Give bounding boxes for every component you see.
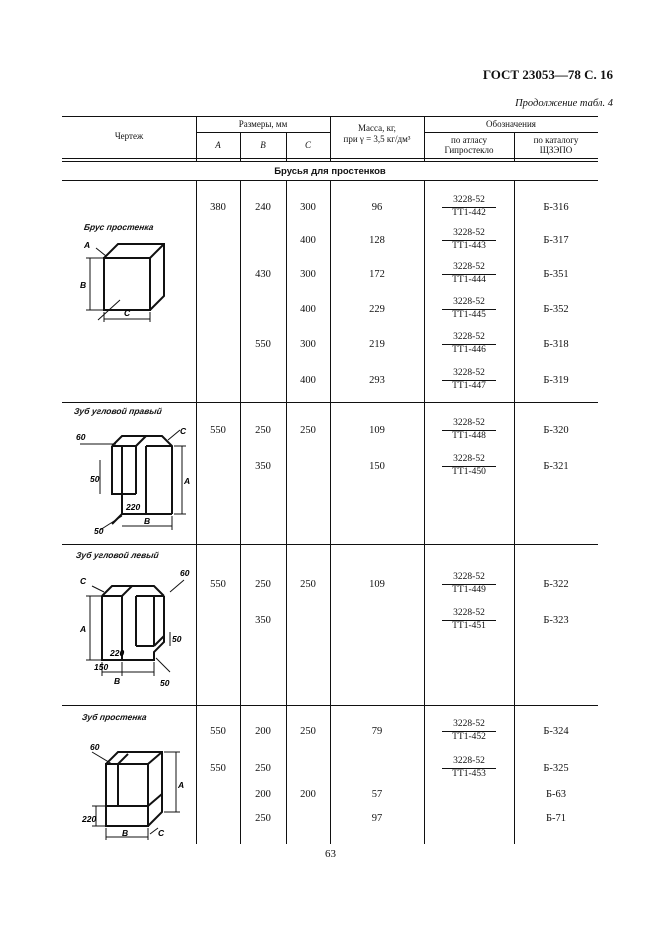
pt-dim-b: B — [122, 828, 129, 838]
vrule-a — [196, 180, 197, 844]
rct-dim-60: 60 — [76, 432, 86, 442]
header-col-c: C — [304, 140, 311, 150]
cell-catalog: Б-319 — [543, 375, 569, 386]
cell-atlas-designation — [424, 608, 514, 632]
cell-mass: 97 — [371, 813, 383, 824]
atlas-number: 3228-52 — [442, 332, 496, 345]
figure-label-pier-tooth: Зуб простенка — [81, 712, 148, 722]
cell-a: 550 — [210, 579, 226, 590]
cell-b: 430 — [255, 269, 271, 280]
rct-dim-b: B — [144, 516, 151, 526]
cell-b: 250 — [255, 813, 271, 824]
rct-dim-c: C — [180, 426, 187, 436]
atlas-number: 3228-52 — [442, 719, 496, 732]
header-catalog-2: ЩЗЭПО — [539, 145, 573, 155]
atlas-sheet: ТТ1-442 — [452, 208, 486, 218]
atlas-sheet: ТТ1-450 — [452, 467, 486, 477]
figure-label-left-corner-tooth: Зуб угловой левый — [75, 550, 160, 560]
cell-atlas-designation — [424, 454, 514, 478]
cell-catalog: Б-351 — [543, 269, 569, 280]
left-corner-tooth-drawing — [74, 562, 196, 692]
right-corner-tooth-drawing — [70, 418, 196, 536]
header-atlas-2: Гипростекло — [444, 145, 494, 155]
cell-atlas-designation — [424, 368, 514, 392]
lct-dim-a: A — [80, 624, 87, 634]
vrule-cat — [514, 180, 515, 844]
lct-dim-50-bottom: 50 — [160, 678, 170, 688]
cell-c: 250 — [300, 425, 316, 436]
cell-b: 550 — [255, 339, 271, 350]
header-col-b: B — [260, 140, 266, 150]
cell-mass: 57 — [371, 789, 383, 800]
cell-atlas-designation — [424, 228, 514, 252]
header-bottom-rule-double — [62, 161, 598, 162]
cell-b: 240 — [255, 202, 271, 213]
cell-b: 200 — [255, 726, 271, 737]
cell-b: 250 — [255, 763, 271, 774]
lct-dim-50-right: 50 — [172, 634, 182, 644]
figure-label-beam: Брус простенка — [83, 222, 155, 232]
cell-c: 200 — [300, 789, 316, 800]
cell-catalog: Б-317 — [543, 235, 569, 246]
cell-atlas-designation — [424, 418, 514, 442]
cell-catalog: Б-71 — [545, 813, 567, 824]
cell-atlas-designation — [424, 297, 514, 321]
cell-c: 250 — [300, 579, 316, 590]
lct-dim-c: C — [80, 576, 87, 586]
cell-mass: 79 — [371, 726, 383, 737]
beam-dim-c: C — [124, 308, 131, 318]
atlas-number: 3228-52 — [442, 228, 496, 241]
rct-dim-a: A — [184, 476, 191, 486]
header-designation: Обозначения — [486, 119, 536, 129]
atlas-sheet: ТТ1-453 — [452, 769, 486, 779]
cell-c: 300 — [300, 269, 316, 280]
header-col-a: A — [215, 140, 221, 150]
rct-dim-50-top: 50 — [90, 474, 100, 484]
cell-mass: 109 — [369, 425, 385, 436]
atlas-sheet: ТТ1-446 — [452, 345, 486, 355]
cell-mass: 96 — [371, 202, 383, 213]
cell-a: 550 — [210, 763, 226, 774]
cell-a: 550 — [210, 726, 226, 737]
beam-dim-a: A — [84, 240, 91, 250]
cell-b: 350 — [255, 461, 271, 472]
cell-a: 380 — [210, 202, 226, 213]
beam-drawing — [76, 234, 196, 334]
cell-catalog: Б-324 — [543, 726, 569, 737]
cell-mass: 219 — [369, 339, 385, 350]
cell-catalog: Б-322 — [543, 579, 569, 590]
cell-c: 300 — [300, 202, 316, 213]
atlas-sheet: ТТ1-447 — [452, 381, 486, 391]
header-atlas-1: по атласу — [451, 135, 487, 145]
cell-mass: 293 — [369, 375, 385, 386]
cell-atlas-designation — [424, 332, 514, 356]
cell-catalog: Б-320 — [543, 425, 569, 436]
cell-atlas-designation — [424, 756, 514, 780]
pt-dim-c: C — [158, 828, 165, 838]
atlas-sheet: ТТ1-444 — [452, 275, 486, 285]
figure-label-right-corner-tooth: Зуб угловой правый — [73, 406, 163, 416]
atlas-number: 3228-52 — [442, 195, 496, 208]
cell-mass: 109 — [369, 579, 385, 590]
atlas-number: 3228-52 — [442, 418, 496, 431]
cell-mass: 172 — [369, 269, 385, 280]
beam-dim-b: B — [80, 280, 87, 290]
lct-dim-b: B — [114, 676, 121, 686]
cell-b: 350 — [255, 615, 271, 626]
cell-c: 400 — [300, 235, 316, 246]
cell-mass: 150 — [369, 461, 385, 472]
atlas-sheet: ТТ1-451 — [452, 621, 486, 631]
atlas-number: 3228-52 — [442, 368, 496, 381]
header-drawing: Чертеж — [114, 131, 144, 141]
cell-b: 250 — [255, 579, 271, 590]
lct-dim-150: 150 — [94, 662, 109, 672]
pt-dim-220: 220 — [82, 814, 97, 824]
atlas-number: 3228-52 — [442, 297, 496, 310]
cell-catalog: Б-63 — [545, 789, 567, 800]
cell-catalog: Б-323 — [543, 615, 569, 626]
cell-catalog: Б-318 — [543, 339, 569, 350]
header-mass-2: при γ = 3,5 кг/дм³ — [343, 134, 411, 144]
cell-c: 300 — [300, 339, 316, 350]
rct-dim-220: 220 — [126, 502, 141, 512]
cell-b: 200 — [255, 789, 271, 800]
cell-atlas-designation — [424, 262, 514, 286]
cell-mass: 229 — [369, 304, 385, 315]
cell-catalog: Б-321 — [543, 461, 569, 472]
cell-catalog: Б-352 — [543, 304, 569, 315]
header-catalog-1: по каталогу — [533, 135, 579, 145]
page-number: 63 — [325, 848, 336, 860]
designation-subrule — [424, 132, 598, 133]
lct-dim-220: 220 — [110, 648, 125, 658]
pier-tooth-drawing — [72, 724, 196, 844]
sizes-subrule — [196, 132, 330, 133]
atlas-number: 3228-52 — [442, 572, 496, 585]
cell-catalog: Б-316 — [543, 202, 569, 213]
rct-dim-50-bottom: 50 — [94, 526, 104, 536]
cell-c: 400 — [300, 375, 316, 386]
atlas-sheet: ТТ1-452 — [452, 732, 486, 742]
cell-atlas-designation — [424, 719, 514, 743]
cell-c: 250 — [300, 726, 316, 737]
atlas-sheet: ТТ1-443 — [452, 241, 486, 251]
cell-c: 400 — [300, 304, 316, 315]
cell-atlas-designation — [424, 572, 514, 596]
atlas-number: 3228-52 — [442, 262, 496, 275]
atlas-number: 3228-52 — [442, 454, 496, 467]
cell-a: 550 — [210, 425, 226, 436]
section-title: Брусья для простенков — [274, 166, 386, 177]
header-sizes: Размеры, мм — [238, 119, 288, 129]
pt-dim-a: A — [178, 780, 185, 790]
atlas-number: 3228-52 — [442, 756, 496, 769]
atlas-sheet: ТТ1-449 — [452, 585, 486, 595]
cell-atlas-designation — [424, 195, 514, 219]
atlas-sheet: ТТ1-445 — [452, 310, 486, 320]
header-mass-1: Масса, кг, — [358, 123, 396, 133]
lct-dim-60: 60 — [180, 568, 190, 578]
cell-catalog: Б-325 — [543, 763, 569, 774]
pt-dim-60: 60 — [90, 742, 100, 752]
atlas-sheet: ТТ1-448 — [452, 431, 486, 441]
table-continuation-note: Продолжение табл. 4 — [515, 98, 613, 109]
page-header: ГОСТ 23053—78 С. 16 — [482, 67, 613, 82]
cell-b: 250 — [255, 425, 271, 436]
atlas-number: 3228-52 — [442, 608, 496, 621]
cell-mass: 128 — [369, 235, 385, 246]
